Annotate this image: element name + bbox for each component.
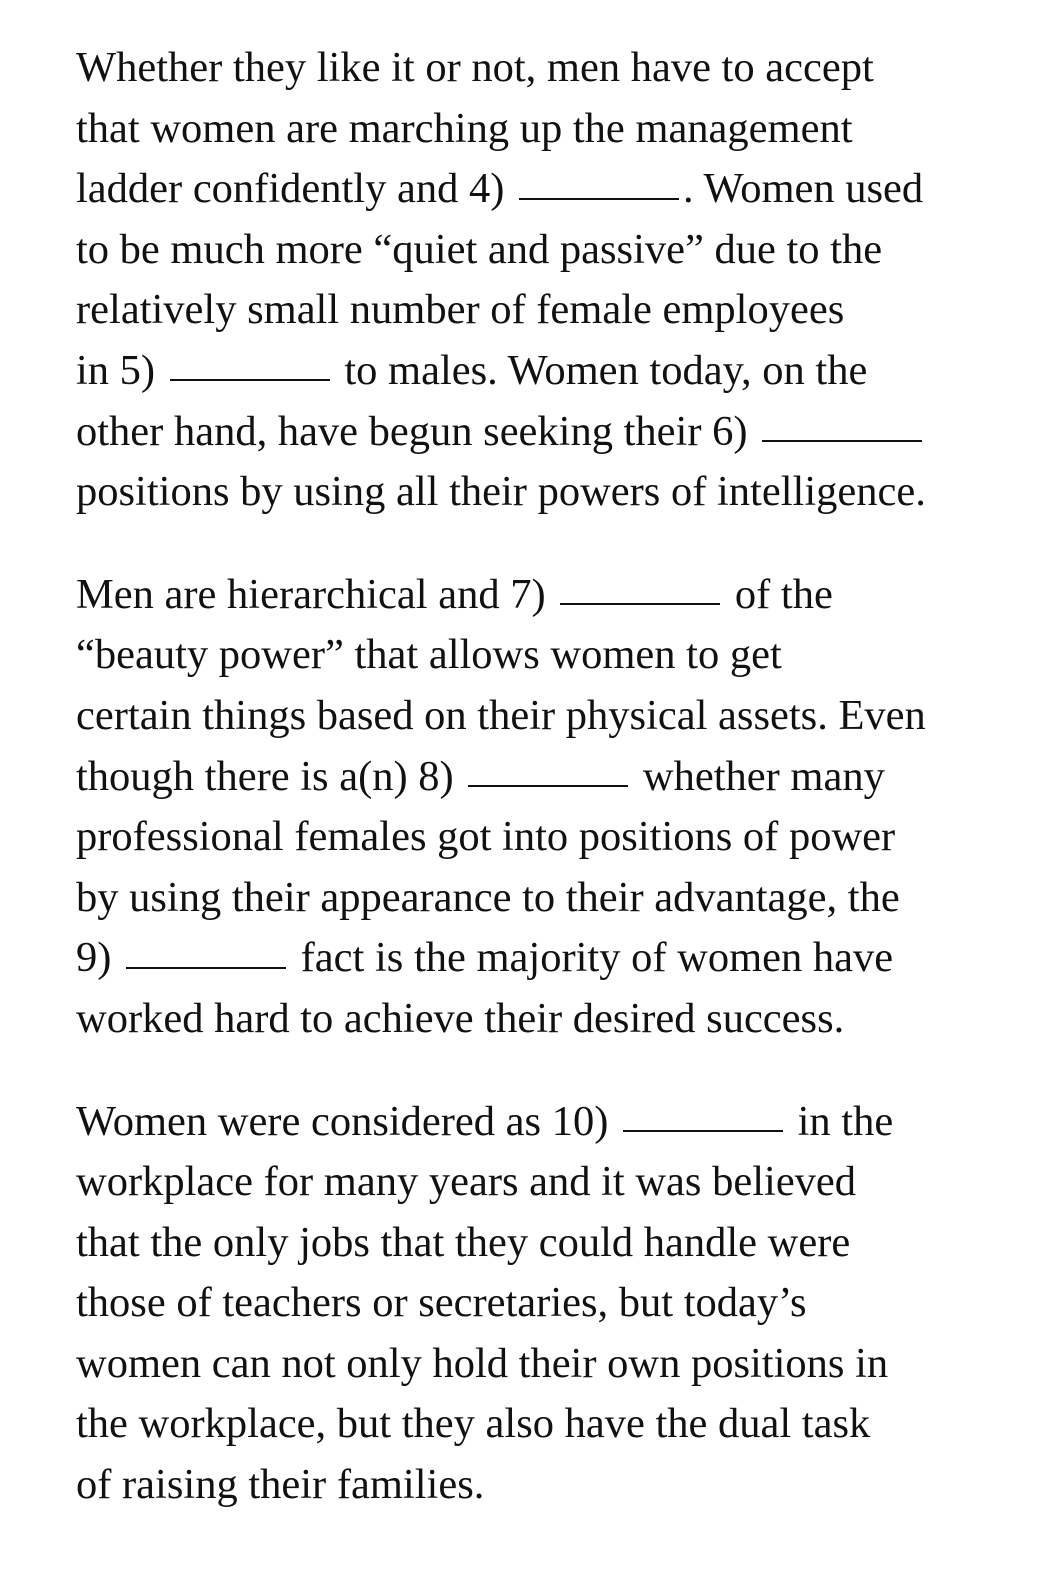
text-segment: worked hard to achieve their desired success. bbox=[76, 994, 845, 1042]
text-line bbox=[76, 686, 1016, 747]
answer-blank bbox=[762, 440, 922, 442]
text-line bbox=[76, 747, 1016, 808]
text-line bbox=[76, 1334, 1016, 1395]
paragraph-3 bbox=[76, 1092, 1016, 1516]
answer-blank bbox=[126, 967, 286, 969]
text-segment: in the bbox=[786, 1097, 894, 1145]
text-line bbox=[76, 280, 1016, 341]
text-line bbox=[76, 565, 1016, 626]
text-segment: to be much more “quiet and passive” due to the bbox=[76, 225, 883, 273]
text-line bbox=[76, 1152, 1016, 1213]
passage bbox=[76, 38, 1016, 1516]
answer-blank bbox=[519, 198, 679, 200]
text-segment: in 5) bbox=[76, 346, 166, 394]
paragraph-2 bbox=[76, 565, 1016, 1050]
text-line bbox=[76, 159, 1016, 220]
paragraph-1 bbox=[76, 38, 1016, 523]
text-line bbox=[76, 989, 1016, 1050]
text-line bbox=[76, 1213, 1016, 1274]
text-segment: positions by using all their powers of intelligence. bbox=[76, 468, 926, 516]
text-segment: fact is the majority of women have bbox=[290, 934, 894, 982]
text-segment: ladder confidently and 4) bbox=[76, 165, 516, 213]
text-line bbox=[76, 402, 1016, 463]
text-line bbox=[76, 928, 1016, 989]
text-segment: that women are marching up the management bbox=[76, 104, 853, 152]
text-segment: . Women used bbox=[683, 165, 924, 213]
text-line bbox=[76, 1273, 1016, 1334]
text-line bbox=[76, 1394, 1016, 1455]
text-line bbox=[76, 625, 1016, 686]
text-line bbox=[76, 1092, 1016, 1153]
text-segment: Men are hierarchical and 7) bbox=[76, 570, 557, 618]
text-segment: though there is a(n) 8) bbox=[76, 752, 465, 800]
text-segment: Women were considered as 10) bbox=[76, 1097, 619, 1145]
text-segment: relatively small number of female employees bbox=[76, 286, 845, 334]
text-segment: whether many bbox=[632, 752, 885, 800]
text-segment: professional females got into positions of power bbox=[76, 813, 896, 861]
text-segment: “beauty power” that allows women to get bbox=[76, 631, 782, 679]
answer-blank bbox=[560, 603, 720, 605]
text-segment: the workplace, but they also have the dual task bbox=[76, 1400, 871, 1448]
answer-blank bbox=[468, 785, 628, 787]
text-segment: workplace for many years and it was believed bbox=[76, 1158, 857, 1206]
answer-blank bbox=[623, 1130, 783, 1132]
text-line bbox=[76, 868, 1016, 929]
text-segment: that the only jobs that they could handle were bbox=[76, 1218, 851, 1266]
text-segment: to males. Women today, on the bbox=[333, 346, 868, 394]
text-segment: those of teachers or secretaries, but today’s bbox=[76, 1279, 807, 1327]
text-segment: Whether they like it or not, men have to accept bbox=[76, 44, 874, 91]
text-line bbox=[76, 99, 1016, 160]
text-segment: of raising their families. bbox=[76, 1461, 485, 1509]
text-segment: other hand, have begun seeking their 6) bbox=[76, 407, 759, 455]
text-line bbox=[76, 1455, 1016, 1516]
text-segment: by using their appearance to their advantage, the bbox=[76, 873, 900, 921]
text-segment: 9) bbox=[76, 934, 123, 982]
text-segment: certain things based on their physical assets. Even bbox=[76, 691, 926, 739]
text-line bbox=[76, 220, 1016, 281]
answer-blank bbox=[170, 379, 330, 381]
text-line bbox=[76, 807, 1016, 868]
text-segment: of the bbox=[724, 570, 833, 618]
text-line bbox=[76, 341, 1016, 402]
text-line bbox=[76, 38, 1016, 99]
text-line bbox=[76, 462, 1016, 523]
text-segment: women can not only hold their own positions in bbox=[76, 1339, 889, 1387]
